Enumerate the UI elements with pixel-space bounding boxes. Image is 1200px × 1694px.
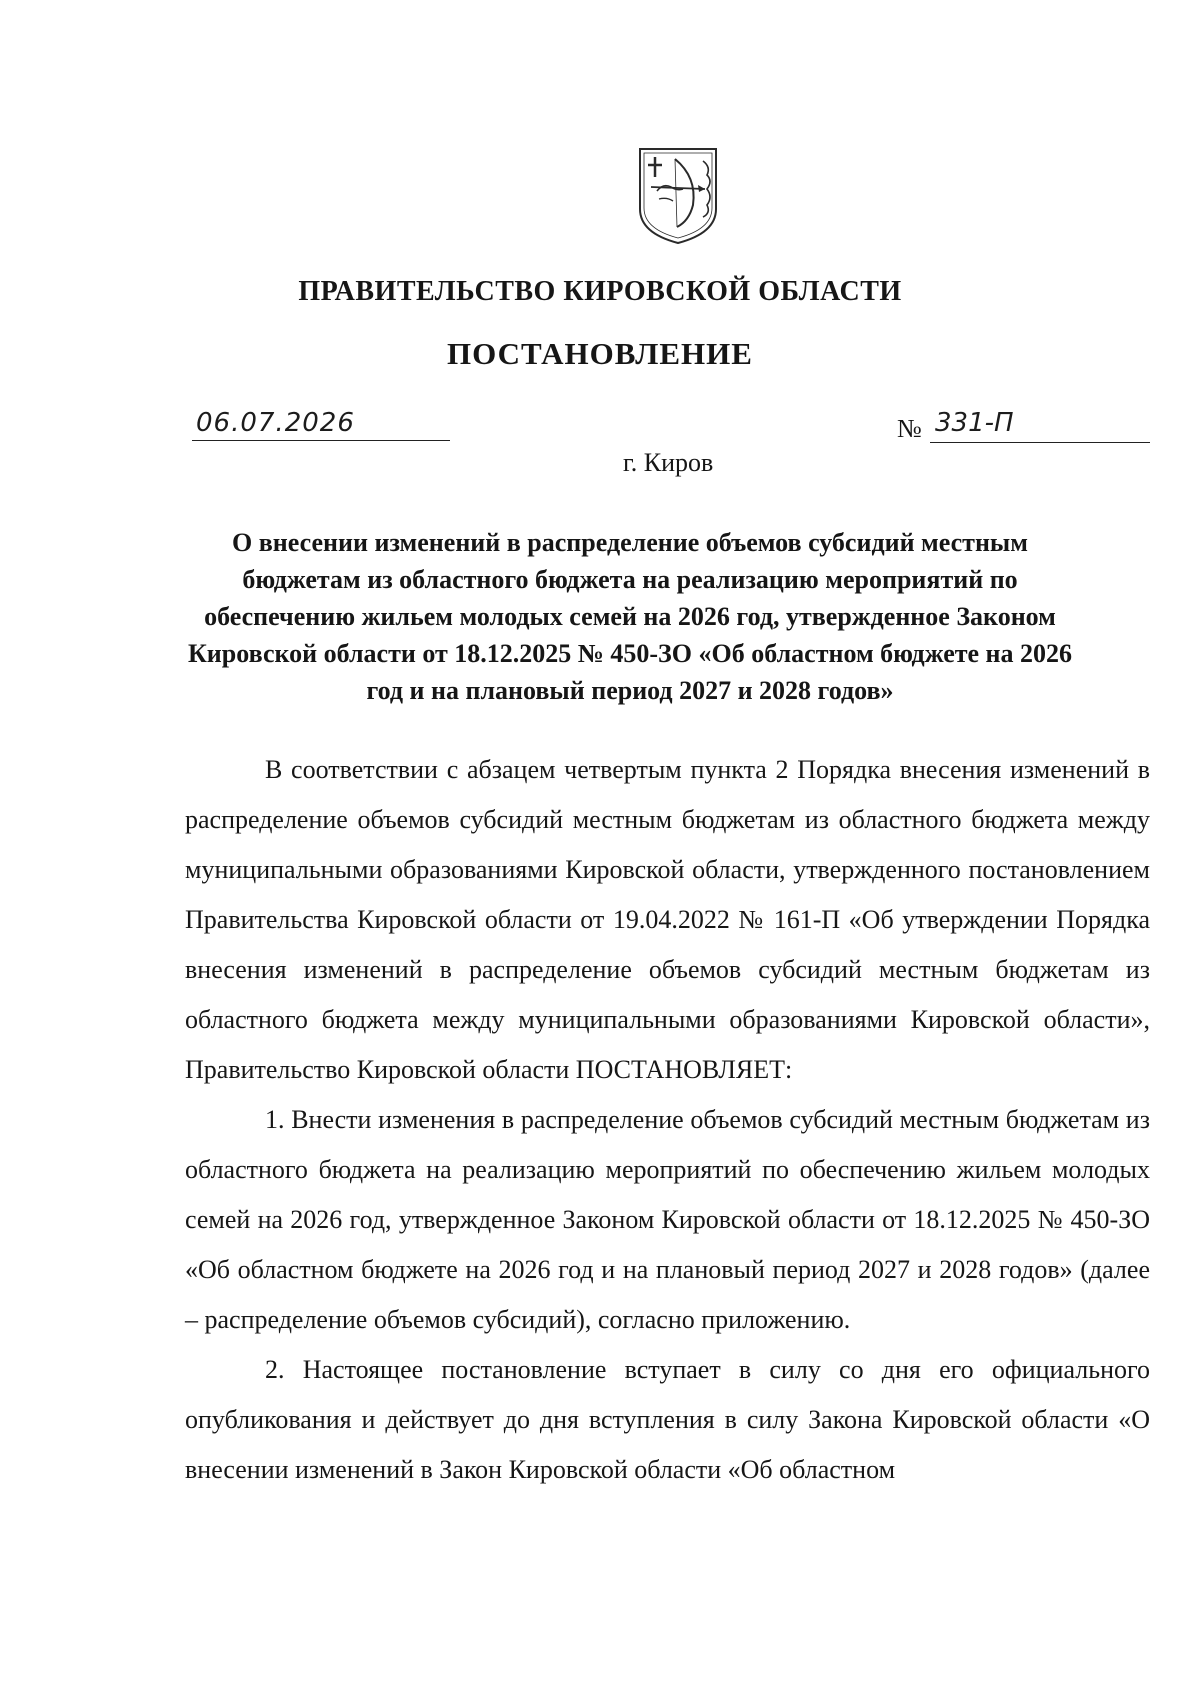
body-paragraph-2: 1. Внести изменения в распределение объемов субсидий местным бюджетам из областного бюджета на реализацию мероприятий по обеспечению жильем молодых семей на 2026 год, утвержденное Законом Кировской области от 18.12.2025 № 450-ЗО «Об областном бюджете на 2026 год и на плановый период 2027 и 2028 годов» (далее – распределение объемов субсидий), согласно приложению. bbox=[185, 1105, 1150, 1334]
body-paragraph-1: В соответствии с абзацем четвертым пункта 2 Порядка внесения изменений в распределение объемов субсидий местным бюджетам из областного бюджета между муниципальными образованиями Кировской области, утвержденного постановлением Правительства Кировской области от 19.04.2022 № 161-П «Об утверждении Порядка внесения изменений в распределение объемов субсидий местным бюджетам из областного бюджета между муниципальными образованиями Кировской области», Правительство Кировской области ПОСТАНОВЛЯЕТ: bbox=[185, 755, 1150, 1084]
organization-title: ПРАВИТЕЛЬСТВО КИРОВСКОЙ ОБЛАСТИ bbox=[298, 276, 902, 307]
number-label: № bbox=[897, 414, 922, 443]
number-underline bbox=[930, 442, 1150, 443]
document-body bbox=[185, 745, 1150, 1495]
document-type: ПОСТАНОВЛЕНИЕ bbox=[447, 336, 753, 371]
city: г. Киров bbox=[623, 448, 714, 477]
coat-of-arms-icon bbox=[637, 147, 719, 245]
document-number: 331-П bbox=[935, 408, 1014, 438]
date-underline bbox=[192, 440, 450, 441]
document-subject: О внесении изменений в распределение объемов субсидий местным бюджетам из областного бюджета на реализацию мероприятий по обеспечению жильем молодых семей на 2026 год, утвержденное Законом Кировской области от 18.12.2025 № 450-ЗО «Об областном бюджете на 2026 год и на плановый период 2027 и 2028 годов» bbox=[187, 528, 1073, 705]
document-date: 06.07.2026 bbox=[196, 408, 355, 438]
body-paragraph-3: 2. Настоящее постановление вступает в силу со дня его официального опубликования и действует до дня вступления в силу Закона Кировской области «О внесении изменений в Закон Кировской области «Об областном bbox=[185, 1355, 1150, 1484]
